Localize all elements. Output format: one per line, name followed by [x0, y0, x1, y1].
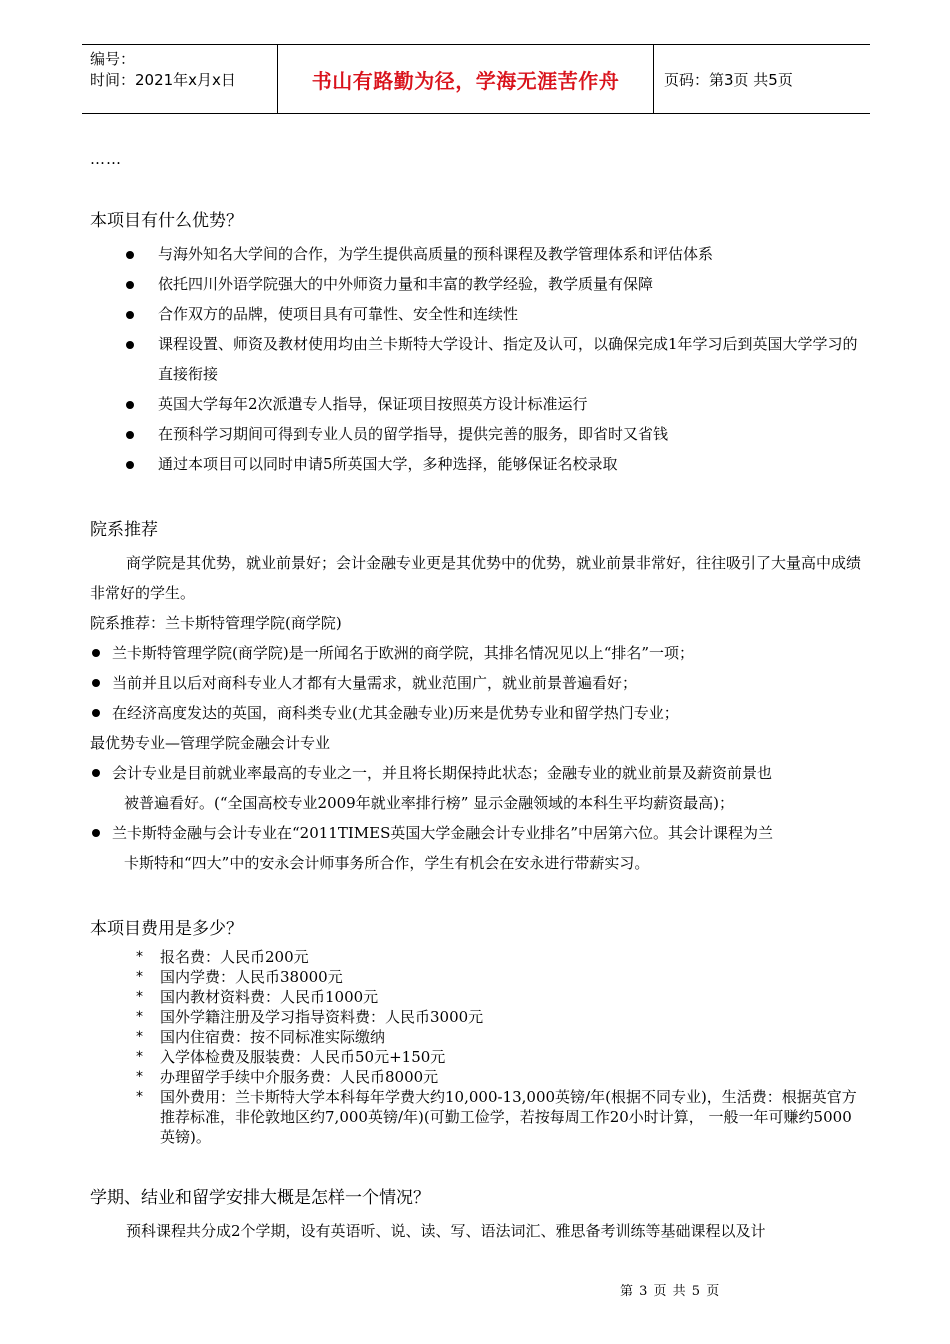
list-item: * 国外费用：兰卡斯特大学本科每年学费大约10,000-13,000英镑/年(根据不同专业)，生活费：根据英官方推荐标准，非伦敦地区约7,000英镑/年)(可勤工俭学，若按每周工作20小时计算， 一般一年可赚约5000英镑)。: [136, 1088, 857, 1146]
document-body: [90, 150, 862, 1246]
star-bullet-icon: *: [136, 1089, 143, 1105]
page-header: [82, 44, 870, 114]
list-item: * 国内教材资料费：人民币1000元: [136, 988, 379, 1006]
bullet-icon: [92, 679, 100, 687]
page-footer: 第 3 页 共 5 页: [620, 1284, 721, 1299]
bullet-icon: [126, 401, 134, 409]
star-bullet-icon: *: [136, 969, 143, 985]
semester-heading: 学期、结业和留学安排大概是怎样一个情况？: [90, 1188, 430, 1208]
ellipsis: ……: [90, 150, 122, 168]
bullet-icon: [126, 461, 134, 469]
departments-intro: 商学院是其优势，就业前景好；会计金融专业更是其优势中的优势，就业前景非常好，往往吸引了大量高中成绩非常好的学生。: [90, 554, 862, 602]
list-item: 依托四川外语学院强大的中外师资力量和丰富的教学经验，教学质量有保障: [90, 269, 862, 299]
best-list: [90, 758, 862, 878]
header-page-info: 页码：第3页 共5页: [664, 70, 793, 89]
star-bullet-icon: *: [136, 1049, 143, 1065]
list-item: 兰卡斯特管理学院(商学院)是一所闻名于欧洲的商学院，其排名情况见以上“排名”一项；: [90, 638, 862, 668]
header-meta: [82, 45, 278, 113]
star-bullet-icon: *: [136, 1069, 143, 1085]
list-item: 在预科学习期间可得到专业人员的留学指导，提供完善的服务，即省时又省钱: [90, 419, 862, 449]
fees-section: [90, 914, 862, 1147]
departments-section: [90, 515, 862, 878]
rec-list: [90, 638, 862, 728]
bullet-icon: [92, 709, 100, 717]
semester-section: [90, 1183, 862, 1246]
list-item: 兰卡斯特金融与会计专业在“2011TIMES英国大学金融会计专业排名”中居第六位。其会计课程为兰 卡斯特和“四大”中的安永会计师事务所合作，学生有机会在安永进行带薪实习。: [90, 818, 862, 878]
bullet-icon: [126, 251, 134, 259]
advantages-heading: 本项目有什么优势？: [90, 211, 243, 231]
list-item: 会计专业是目前就业率最高的专业之一，并且将长期保持此状态；金融专业的就业前景及薪资前景也 被普遍看好。(“全国高校专业2009年就业率排行榜” 显示金融领域的本科生平均薪资最高)；: [90, 758, 862, 818]
list-item: 在经济高度发达的英国，商科类专业(尤其金融专业)历来是优势专业和留学热门专业；: [90, 698, 862, 728]
list-item: 当前并且以后对商科专业人才都有大量需求，就业范围广，就业前景普遍看好；: [90, 668, 862, 698]
list-item: * 入学体检费及服装费：人民币50元+150元: [136, 1048, 446, 1066]
header-motto: 书山有路勤为径，学海无涯苦作舟: [278, 45, 654, 113]
star-bullet-icon: *: [136, 989, 143, 1005]
list-item: * 国外学籍注册及学习指导资料费：人民币3000元: [136, 1008, 484, 1026]
bullet-icon: [126, 431, 134, 439]
bullet-icon: [92, 649, 100, 657]
list-item: 英国大学每年2次派遣专人指导，保证项目按照英方设计标准运行: [90, 389, 862, 419]
best-label: 最优势专业—管理学院金融会计专业: [90, 734, 331, 752]
list-item: 通过本项目可以同时申请5所英国大学，多种选择，能够保证名校录取: [90, 449, 862, 479]
star-bullet-icon: *: [136, 1029, 143, 1045]
number-label: 编号：: [90, 50, 136, 68]
star-bullet-icon: *: [136, 1009, 143, 1025]
bullet-icon: [92, 769, 100, 777]
semester-text: 预科课程共分成2个学期，设有英语听、说、读、写、语法词汇、雅思备考训练等基础课程以及计: [126, 1222, 766, 1240]
advantages-list: [90, 239, 862, 479]
list-item: * 报名费：人民币200元: [136, 948, 309, 966]
bullet-icon: [92, 829, 100, 837]
bullet-icon: [126, 281, 134, 289]
fees-list: [90, 947, 862, 1147]
rec-label: 院系推荐：兰卡斯特管理学院(商学院): [90, 614, 342, 632]
star-bullet-icon: *: [136, 949, 143, 965]
list-item: * 国内学费：人民币38000元: [136, 968, 343, 986]
list-item: 课程设置、师资及教材使用均由兰卡斯特大学设计、指定及认可，以确保完成1年学习后到英国大学学习的直接衔接: [90, 329, 862, 389]
list-item: * 办理留学手续中介服务费：人民币8000元: [136, 1068, 439, 1086]
list-item: * 国内住宿费：按不同标准实际缴纳: [136, 1028, 386, 1046]
bullet-icon: [126, 311, 134, 319]
list-item: 合作双方的品牌，使项目具有可靠性、安全性和连续性: [90, 299, 862, 329]
list-item: 与海外知名大学间的合作，为学生提供高质量的预科课程及教学管理体系和评估体系: [90, 239, 862, 269]
time-label: 时间：2021年x月x日: [90, 71, 236, 89]
fees-heading: 本项目费用是多少？: [90, 919, 243, 939]
bullet-icon: [126, 341, 134, 349]
departments-heading: 院系推荐: [90, 520, 158, 540]
